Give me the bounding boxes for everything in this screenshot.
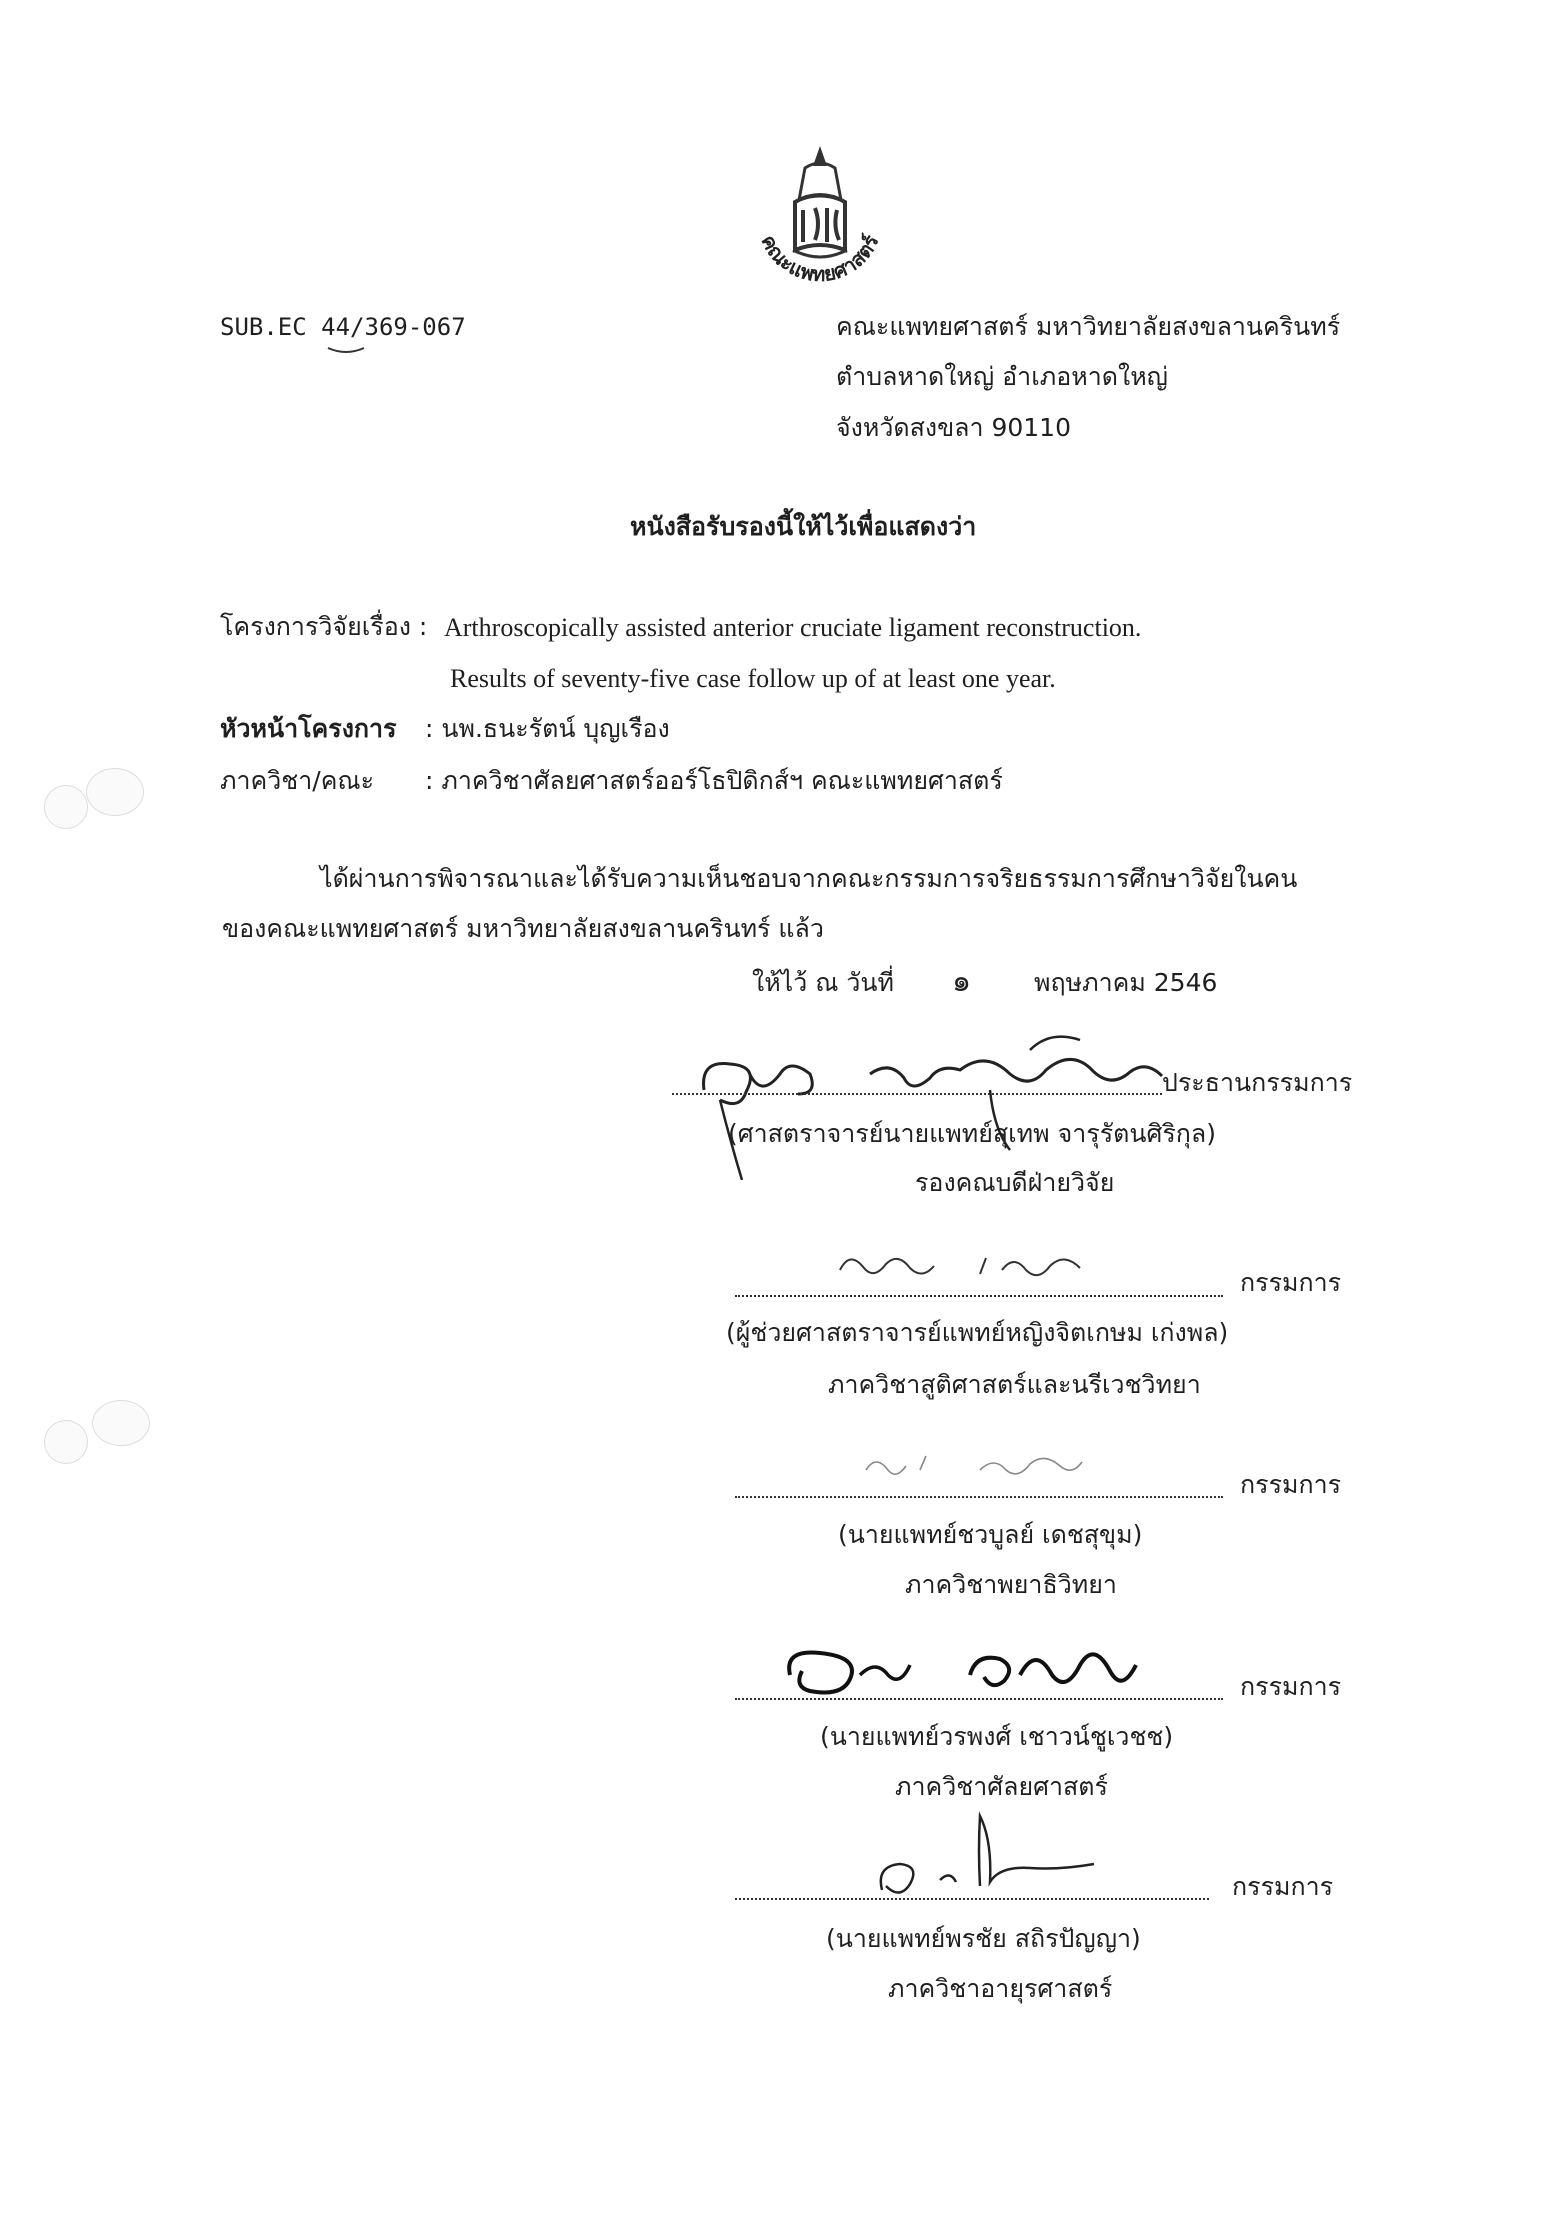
signatory-1-position: รองคณบดีฝ่ายวิจัย (915, 1168, 1115, 1197)
signatory-4-role: กรรมการ (1240, 1672, 1342, 1701)
signatory-5-position: ภาควิชาอายุรศาสตร์ (888, 1974, 1113, 2003)
signature-member-4 (780, 1635, 1160, 1705)
punch-hole (44, 1420, 88, 1464)
punch-hole (86, 768, 144, 816)
date-prefix: ให้ไว้ ณ วันที่ (752, 968, 894, 997)
faculty-seal-icon (745, 140, 895, 300)
project-title-line-1: Arthroscopically assisted anterior cruciate ligament reconstruction. (444, 613, 1142, 642)
signatory-2-name: (ผู้ช่วยศาสตราจารย์แพทย์หญิงจิตเกษม เก่งพล) (726, 1318, 1229, 1347)
signature-line (735, 1295, 1223, 1297)
body-line-1: ได้ผ่านการพิจารณาและได้รับความเห็นชอบจากคณะกรรมการจริยธรรมการศึกษาวิจัยในคน (320, 864, 1298, 893)
signatory-2-position: ภาควิชาสูติศาสตร์และนรีเวชวิทยา (828, 1370, 1201, 1399)
signatory-4-name: (นายแพทย์วรพงศ์ เชาวน์ชูเวชช) (820, 1722, 1174, 1751)
signature-chairman (690, 1030, 1230, 1180)
department-value: : ภาควิชาศัลยศาสตร์ออร์โธปิดิกส์ฯ คณะแพทยศาสตร์ (425, 766, 1003, 795)
signatory-1-role: ประธานกรรมการ (1162, 1068, 1353, 1097)
signature-line (735, 1898, 1209, 1900)
punch-hole (92, 1400, 150, 1446)
date-day: ๑ (952, 964, 972, 999)
signatory-3-name: (นายแพทย์ชวบูลย์ เดชสุขุม) (838, 1520, 1143, 1549)
signature-member-2 (830, 1240, 1130, 1290)
project-label: โครงการวิจัยเรื่อง : (220, 612, 428, 641)
signatory-3-role: กรรมการ (1240, 1470, 1342, 1499)
signature-member-3 (860, 1440, 1100, 1490)
signature-member-5 (870, 1810, 1110, 1910)
reference-number: SUB.EC 44/369-067 (220, 313, 466, 341)
lead-value: : นพ.ธนะรัตน์ บุญเรือง (425, 714, 670, 743)
punch-hole (44, 785, 88, 829)
lead-label: หัวหน้าโครงการ (220, 714, 397, 743)
underline-mark (326, 344, 366, 356)
address-line-2: ตำบลหาดใหญ่ อำเภอหาดใหญ่ (836, 362, 1168, 391)
signature-line (672, 1093, 1162, 1095)
address-line-3: จังหวัดสงขลา 90110 (836, 413, 1071, 442)
signatory-3-position: ภาควิชาพยาธิวิทยา (905, 1570, 1117, 1599)
svg-text:คณะแพทยศาสตร์ (756, 231, 883, 286)
seal-text: คณะแพทยศาสตร์ (756, 231, 884, 287)
document-heading: หนังสือรับรองนี้ให้ไว้เพื่อแสดงว่า (630, 512, 977, 541)
signatory-1-name: (ศาสตราจารย์นายแพทย์สุเทพ จารุรัตนศิริกุล) (728, 1119, 1216, 1148)
signature-line (735, 1698, 1223, 1700)
date-month-year: พฤษภาคม 2546 (1034, 968, 1218, 997)
address-line-1: คณะแพทยศาสตร์ มหาวิทยาลัยสงขลานครินทร์ (836, 312, 1341, 341)
department-label: ภาควิชา/คณะ (220, 766, 375, 795)
signatory-2-role: กรรมการ (1240, 1268, 1342, 1297)
signatory-5-role: กรรมการ (1232, 1872, 1334, 1901)
project-title-line-2: Results of seventy-five case follow up of at least one year. (450, 664, 1056, 693)
signatory-5-name: (นายแพทย์พรชัย สถิรปัญญา) (826, 1924, 1141, 1953)
body-line-2: ของคณะแพทยศาสตร์ มหาวิทยาลัยสงขลานครินทร์ แล้ว (222, 914, 824, 943)
signatory-4-position: ภาควิชาศัลยศาสตร์ (895, 1772, 1108, 1801)
signature-line (735, 1496, 1223, 1498)
